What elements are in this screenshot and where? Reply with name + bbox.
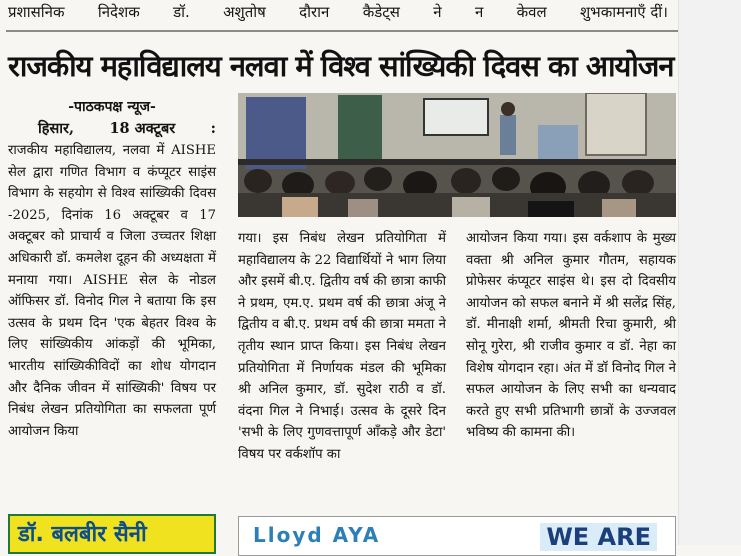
article-column-3 [466,228,676,444]
adjacent-page-margin [678,0,741,545]
dateline-separator: : [210,120,216,137]
tail-word: प्रशासनिक [8,3,65,21]
tail-word: ने [433,3,442,21]
article-column-1 [8,96,216,442]
ad-right-brand: Lloyd AYA [253,523,381,547]
byline: -पाठकपक्ष न्यूज- [68,99,156,115]
classroom-photo-illustration [238,93,676,217]
dateline-place: हिसार, [38,120,74,137]
tail-word: अशुतोष [223,3,266,21]
column-2-text: गया। इस निबंध लेखन प्रतियोगिता में महाविद्यालय के 22 विद्यार्थियों ने भाग लिया और इसमें बी.ए. द्वितीय वर्ष की छात्रा काफी ने प्रथम, एम.ए. प्रथम वर्ष की छात्रा अंजू ने द्वितीय व बी.ए. प्रथम वर्ष की छात्रा ममता ने तृतीय स्थान प्राप्त किया। इस निबंध लेखन प्रतियोगिता में निर्णायक मंडल की भूमिका श्री अनिल कुमार, डॉ. सुदेश राठी व डॉ. वंदना गिल ने निभाई। उत्सव के दूसरे दिन 'सभी के लिए गुणवत्तापूर्ण आँकड़े और डेटा' विषय पर वर्कशॉप का [238,231,446,462]
tail-word: केवल [516,3,547,21]
section-divider [6,30,678,32]
advertisement-left [8,514,216,554]
article-headline: राजकीय महाविद्यालय नलवा में विश्व सांख्यिकी दिवस का आयोजन [8,49,674,83]
tail-word: दौरान [299,3,330,21]
tail-word: शुभकामनाएँ दीं। [579,3,668,21]
article-column-2 [238,228,446,466]
tail-word: निदेशक [97,3,140,21]
column-1-text: राजकीय महाविद्यालय, नलवा में AISHE सेल द्वारा गणित विभाग व कंप्यूटर साइंस विभाग के सहयोग से विश्व सांख्यिकी दिवस -2025, दिनांक 16 अक्टूबर व 17 अक्टूबर को प्राचार्य व जिला उच्चतर शिक्षा अधिकारी डॉ. कमलेश दूहन की अध्यक्षता में मनाया गया। AISHE सेल के नोडल ऑफिसर डॉ. विनोद गिल ने बताया कि इस उत्सव के प्रथम दिन 'एक बेहतर विश्व के लिए सांख्यिकीय आंकड़ों की भूमिका, भारतीय सांख्यिकीविदों का शोध योगदान और दैनिक जीवन में सांख्यिकी' विषय पर निबंध लेखन प्रतियोगिता का सफलता पूर्ण आयोजन किया [8,143,216,439]
ad-right-slogan: WE ARE [540,523,657,551]
previous-article-tail [8,1,668,23]
dateline-date: 18 अक्टूबर [109,120,176,137]
column-3-text: आयोजन किया गया। इस वर्कशाप के मुख्य वक्ता श्री अनिल कुमार गौतम, सहायक प्रोफेसर कंप्यूटर साइंस थे। इस दो दिवसीय आयोजन को सफल बनाने में श्री सलेंद्र सिंह, डॉ. मीनाक्षी शर्मा, श्रीमती रिचा कुमारी, श्री सोनू गुरेरा, श्री राजीव कुमार व डॉ. नेहा का विशेष योगदान रहा। अंत में डॉ विनोद गिल ने सफल आयोजन के लिए सभी का धन्यवाद करते हुए सभी प्रतिभागी छात्रों के उज्जवल भविष्य की कामना की। [466,231,676,441]
ad-left-text: डॉ. बलबीर सैनी [18,522,147,547]
tail-word: डॉ. [173,3,190,21]
dateline [8,118,216,140]
tail-word: कैडेट्स [362,3,400,21]
tail-word: न [474,3,484,21]
advertisement-right [238,516,676,556]
event-photo [238,93,676,217]
